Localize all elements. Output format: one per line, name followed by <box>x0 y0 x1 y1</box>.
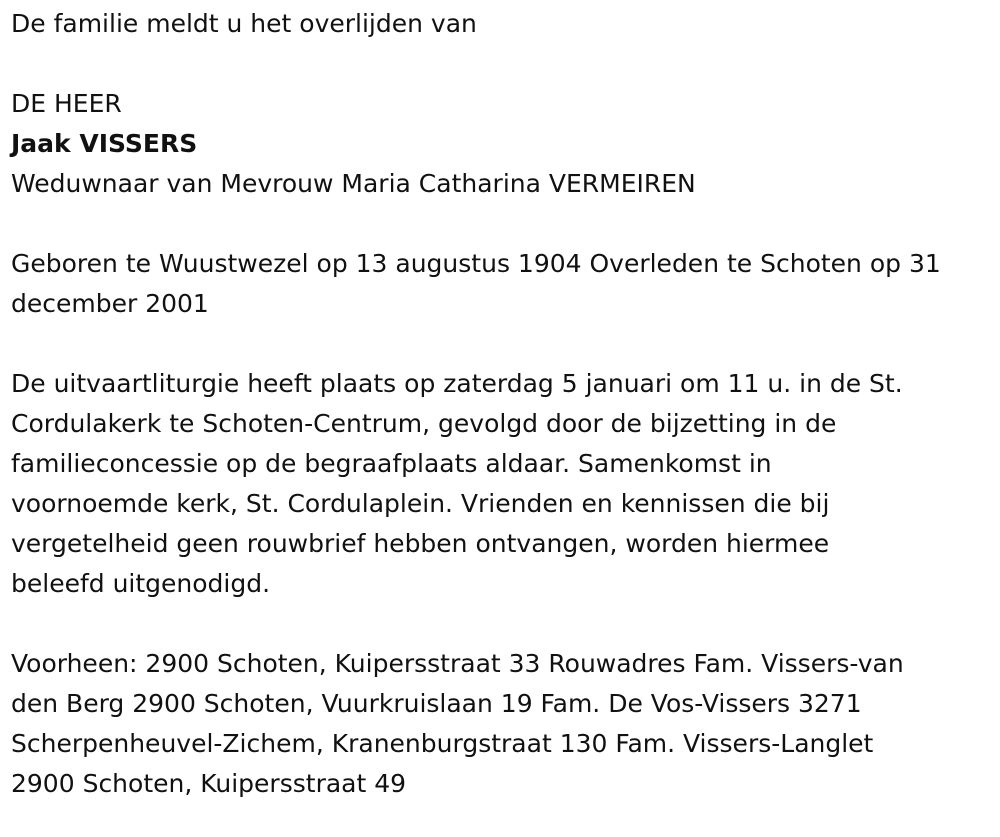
address-line: den Berg 2900 Schoten, Vuurkruislaan 19 Fam. De Vos-Vissers 3271 <box>11 689 862 718</box>
funeral-line: familieconcessie op de begraafplaats aldaar. Samenkomst in <box>11 449 772 478</box>
spacer <box>11 604 996 644</box>
funeral-line: beleefd uitgenodigd. <box>11 569 271 598</box>
funeral-paragraph <box>11 364 996 604</box>
address-line: Scherpenheuvel-Zichem, Kranenburgstraat 130 Fam. Vissers-Langlet <box>11 729 874 758</box>
addresses-paragraph <box>11 644 996 804</box>
spacer <box>11 204 996 244</box>
address-line: 2900 Schoten, Kuipersstraat 49 <box>11 769 407 798</box>
salutation: DE HEER <box>11 89 122 118</box>
dates-line: december 2001 <box>11 289 209 318</box>
spacer <box>11 324 996 364</box>
dates-line: Geboren te Wuustwezel op 13 augustus 1904 Overleden te Schoten op 31 <box>11 249 941 278</box>
funeral-line: voornoemde kerk, St. Cordulaplein. Vrienden en kennissen die bij <box>11 489 830 518</box>
spouse-line: Weduwnaar van Mevrouw Maria Catharina VERMEIREN <box>11 169 696 198</box>
funeral-line: De uitvaartliturgie heeft plaats op zaterdag 5 januari om 11 u. in de St. <box>11 369 903 398</box>
dates-paragraph <box>11 244 996 324</box>
spacer <box>11 44 996 84</box>
address-line: Voorheen: 2900 Schoten, Kuipersstraat 33 Rouwadres Fam. Vissers-van <box>11 649 904 678</box>
deceased-name: Jaak VISSERS <box>11 129 198 158</box>
funeral-line: vergetelheid geen rouwbrief hebben ontvangen, worden hiermee <box>11 529 830 558</box>
intro-text: De familie meldt u het overlijden van <box>11 9 477 38</box>
funeral-line: Cordulakerk te Schoten-Centrum, gevolgd door de bijzetting in de <box>11 409 837 438</box>
